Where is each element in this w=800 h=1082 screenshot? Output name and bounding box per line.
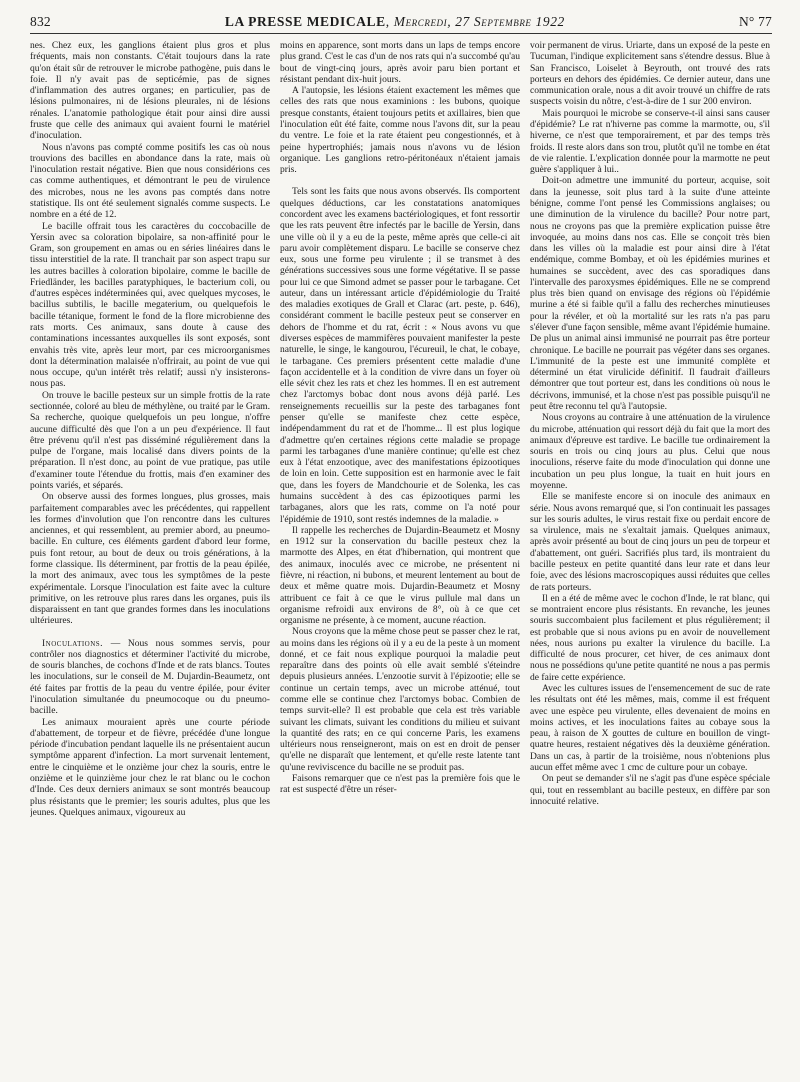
paragraph	[30, 638, 270, 717]
page-number: 832	[30, 14, 51, 29]
paragraph-text: Nous croyons que la même chose peut se passer chez le rat, au moins dans les régions où il y a eu de la peste à un moment donné, et ce fait nous explique pourquoi la maladie peut reparaître dans des points où elle avait semblé s'éteindre depuis plusieurs années. L'enzootie survit à l'épizootie; elle se continue un certain temps, avec un microbe atténué, tout comme elle se continue chez l'arctomys bobac. Combien de temps survit-elle? Il est probable que cela est très variable suivant les climats, suivant les conditions du milieu et suivant la quantité des rats; en ce qui concerne Paris, les examens ultérieurs nous renseigneront, mais on est en droit de penser qu'elle ne disparaît que lentement, et qu'elle reste latente tant qu'une reviviscence du bacille ne se produit pas.	[280, 626, 520, 773]
paragraph	[530, 175, 770, 412]
issue-number: N° 77	[738, 14, 772, 29]
paragraph	[530, 491, 770, 593]
paragraph-text: voir permanent de virus. Uriarte, dans un exposé de la peste en Tucuman, l'indique explicitement sans s'étendre dessus. Blue à San Francisco, Loiselet à Beyrouth, ont trouvé des rats porteurs en dehors des épidémies. Ce dernier auteur, dans une communication orale, nous a dit avoir trouvé un chiffre de rats suspects voisin du nôtre, c'est-à-dire de 1 sur 200 environ.	[530, 40, 770, 108]
paragraph-text: nes. Chez eux, les ganglions étaient plus gros et plus fréquents, mais non constants. C'était toujours dans la rate qu'on était sûr de retrouver le microbe pathogène, puis dans le foie. Il n'y avait pas de septicémie, pas de signes d'inflammation des autres organes; en particulier, pas de lésions pulmonaires, ni de lésions pleurales, ni de lésions rénales. L'anatomie pathologique était pour ainsi dire aussi fruste que celle des animaux qui avaient fourni le matériel d'inoculation.	[30, 40, 270, 142]
paragraph-text: Mais pourquoi le microbe se conserve-t-il ainsi sans causer d'épidémie? Le rat n'hiverne pas comme la marmotte, ou, s'il hiverne, ce n'est que temporairement, et par des temps très froids. Il reste alors dans son trou, plutôt qu'il ne tombe en état de vie ralentie. L'explication donnée pour la marmotte ne peut guère s'appliquer à lui..	[530, 107, 770, 176]
column-3	[530, 40, 770, 1070]
paragraph	[280, 626, 520, 773]
paragraph	[30, 491, 270, 626]
paragraph-text: On trouve le bacille pesteux sur un simple frottis de la rate sectionnée, coloré au bleu de méthylène, ou traité par le Gram. Sa recherche, quoique quelquefois un peu longue, n'offre aucune difficulté dès que l'on a un peu d'expérience. Il faut être prévenu qu'il n'est pas disséminé régulièrement dans la pulpe de l'organe, mais localisé dans divers points de la préparation. Il n'est donc, au point de vue pratique, pas utile d'examiner toute l'étendue du frottis, mais d'en examiner des points variés, et séparés.	[30, 389, 270, 491]
paragraph	[530, 683, 770, 773]
paragraph	[30, 142, 270, 221]
paragraph	[30, 221, 270, 390]
paragraph	[280, 525, 520, 627]
article-columns	[30, 40, 772, 1070]
paragraph	[280, 85, 520, 175]
page-header	[30, 14, 772, 34]
paragraph-text: Nous n'avons pas compté comme positifs les cas où nous trouvions des bacilles en abondance dans la rate, mais où l'inoculation restait négative. Bien que nous considérions ces cas comme authentiques, et démontrant le peu de virulence des microbes, nous ne les avons pas comptés dans notre statistique. Ils ont été seulement signalés comme suspects. Le nombre en a été de 12.	[30, 141, 270, 221]
paragraph	[280, 773, 520, 796]
paragraph-text: Faisons remarquer que ce n'est pas la première fois que le rat est suspecté d'être un réser-	[280, 773, 520, 796]
section-heading: Inoculations.	[42, 637, 104, 649]
paragraph-text: — Nous nous sommes servis, pour contrôler nos diagnostics et déterminer l'activité du microbe, de souris blanches, de cochons d'Inde et de rats blancs. Toutes les inoculations, sur le conseil de M. Dujardin-Beaumetz, ont été faites par frottis de la peau du ventre épilée, pour éviter l'inoculation simultanée du pneumocoque ou du pneumo-bacille.	[30, 637, 270, 717]
paragraph	[30, 40, 270, 142]
paragraph	[30, 717, 270, 819]
paragraph	[530, 108, 770, 176]
paragraph-text: Elle se manifeste encore si on inocule des animaux en série. Nous avons remarqué que, si l'on continuait les passages sur les souris adultes, le virus restait fixe ou perdait encore de sa virulence, mais ne s'exaltait jamais. Quelques animaux, après avoir présenté au bout de cinq jours un peu de torpeur et d'abattement, ont guéri. Sacrifiés plus tard, ils montraient du bacille pesteux en petite quantité dans leur rate et dans leur foie, avec des lésions macroscopiques aussi réduites que celles de rats porteurs.	[530, 491, 770, 593]
paragraph	[530, 40, 770, 108]
paragraph-text: A l'autopsie, les lésions étaient exactement les mêmes que celles des rats que nous examinions : les bubons, quoique presque constants, étaient toujours petits et axillaires, bien que l'inoculation eût été faite, comme nous l'avons dit, sur la peau du ventre. Le foie et la rate étaient peu congestionnés, et à peine hypertrophiés; jamais nous n'avons vu de lésion organique. Les ganglions retro-péritonéaux n'étaient jamais pris.	[280, 85, 520, 176]
publication-name: LA PRESSE MEDICALE	[224, 14, 386, 29]
paragraph-text: Avec les cultures issues de l'ensemencement de suc de rate les résultats ont été les mêmes, mais, comme il est fréquent avec une espèce peu virulente, elles devenaient de moins en moins actives, et les inoculations faites au cobaye sous la peau, à raison de X gouttes de culture en bouillon de vingt-quatre heures, restaient négatives dès la deuxième génération. Dans un cas, à partir de la troisième, nous n'obtenions plus aucun effet même avec 1 cmc de culture pour un cobaye.	[530, 683, 770, 773]
paragraph-text: Nous croyons au contraire à une atténuation de la virulence du microbe, atténuation qui ressort déjà du fait que la mort des animaux d'épreuve est tardive. Le bacille tue ordinairement la souris en trois ou cinq jours au plus. Celui que nous inoculions, réserve faite du mode d'inoculation qui donne une incubation un peu plus longue, la tuait en huit jours en moyenne.	[530, 412, 770, 491]
paragraph-text: Les animaux mouraient après une courte période d'abattement, de torpeur et de fièvre, précédée d'une longue période d'incubation pendant laquelle ils ne présentaient aucun symptôme apparent d'infection. La mort survenait lentement, entre le cinquième et le onzième jour chez la souris, entre le onzième et le quinzième jour chez le rat blanc ou le cochon d'Inde. Ces deux derniers animaux se sont montrés beaucoup plus résistants que le premier; les souris adultes, plus que les jeunes. Quelques animaux, vigoureux au	[30, 716, 270, 818]
paragraph	[30, 390, 270, 492]
paragraph-text: moins en apparence, sont morts dans un laps de temps encore plus grand. C'est le cas d'un de nos rats qui n'a succombé qu'au bout de vingt-cinq jours, après avoir paru bien portant et résistant pendant dix-huit jours.	[280, 40, 520, 85]
column-1	[30, 40, 270, 1070]
column-2	[280, 40, 520, 1070]
paragraph-text: Doit-on admettre une immunité du porteur, acquise, soit dans la jeunesse, soit plus tard à la suite d'une atteinte bénigne, comme l'ont pensé les Commissions anglaises; ou une diminution de la virulence du bacille? Pour notre part, nous ne croyons pas que la première explication puisse être invoquée, au moins dans nos cas. Elle se conçoit très bien dans les villes où la maladie est pour ainsi dire à l'état endémique, comme Bombay, et où les épidémies murines et humaines se succèdent, avec des cas sporadiques dans l'intervalle des paroxysmes épidémiques. Elle ne se comprend plus très bien quand on envisage des régions où l'épidémie murine a été si faible qu'il a fallu des recherches minutieuses pour la révéler, et où la mortalité sur les rats n'a pas paru s'élever d'une façon sensible, même avant l'épidémie humaine. De plus un animal ainsi immunisé ne pourrait pas être porteur chronique. Le bacille ne pourrait pas végéter dans ses organes. L'immunité de la peste est une immunité complète et déterminé un état virulicide définitif. Il faudrait d'ailleurs démontrer que tout porteur est, dans les conditions où nous le décrivons, immunisé, et la chose n'est pas possible puisqu'il ne peut être reconnu tel qu'à l'autopsie.	[530, 175, 770, 412]
masthead: LA PRESSE MEDICALE, Mercredi, 27 Septembre 1922	[224, 14, 565, 29]
paragraph-text: Tels sont les faits que nous avons observés. Ils comportent quelques déductions, car les constatations anatomiques concordent avec les examens bactériologiques, et font ressortir que les rats peuvent être infectés par le bacille de Yersin, dans une ville où il y a eu de la peste, même après que celle-ci ait paru avoir complètement disparu. Le bacille se conserve chez eux, sous une forme peu virulente ; il se transmet à des générations successives sous une forme végétative. Il se passe pour lui ce que Simond admet se passer pour le tarbagane. Cet auteur, dans un intéressant article d'épidémiologie du Traité des maladies exotiques de Grall et Clarac (art. peste, p. 646), considérant comment le bacille pesteux peut se conserver en dehors de l'homme et du rat, écrit : « Nous avons vu que diverses espèces de mammifères pouvaient manifester la peste naturelle, le singe, le kangourou, l'écureuil, le chat, le cobaye, le tarbagane. Ces premiers présentent cette maladie d'une façon accidentelle et à la condition de vivre dans un foyer où elle sévit chez les rats et chez les hommes. Il en est autrement chez l'arctomys bobac dont nous avons déjà parlé. Les renseignements recueillis sur la peste des tarbaganes font penser qu'elle se manifeste chez cette espèce, indépendamment du rat et de l'homme... Il est plus logique d'admettre qu'en certaines régions cette maladie se propage parmi les tarbaganes d'une manière continue; qu'elle est chez eux à l'état enzootique, avec des manifestations épizootiques de loin en loin. Cette supposition est en harmonie avec le fait que, dans les foyers de Mandchourie et de Solenka, les cas humains succèdent à des cas épizootiques parmi les tarbaganes, alors que les rats, comme on l'a noté pour l'épidémie de 1910, sont restés indemnes de la maladie. »	[280, 186, 520, 525]
paragraph-text: On observe aussi des formes longues, plus grosses, mais parfaitement comparables avec les précédentes, qui rappellent les formes d'involution que l'on rencontre dans les cultures anciennes, et qui ressemblent, au premier abord, au pneumo-bacille. En culture, ces éléments gardent d'abord leur forme, puis font retour, au bout de deux ou trois générations, à la forme classique. Ils déterminent, par frottis de la peau épilée, la mort des animaux, avec tous les symptômes de la peste expérimentale. Lorsque l'inoculation est faite avec la culture primitive, on les retrouve plus rares dans les organes, puis ils disparaissent en tant que grandes formes dans les inoculations ultérieures.	[30, 491, 270, 627]
paragraph	[280, 40, 520, 85]
paragraph	[530, 412, 770, 491]
paragraph-text: Il rappelle les recherches de Dujardin-Beaumetz et Mosny en 1912 sur la conservation du bacille pesteux chez la marmotte des Alpes, en état d'hibernation, qui montrent que des animaux, inoculés avec ce microbe, ne présentent ni fièvre, ni réaction, ni bubons, et meurent lentement au bout de deux et même quatre mois. Dujardin-Beaumetz et Mosny attribuent ce fait à ce que le virus pullule mal dans un organisme refroidi aux environs de 8°, où à ce que cet organisme ne présente, à ce moment, aucune réaction.	[280, 524, 520, 627]
paragraph	[280, 186, 520, 524]
paragraph-text: Le bacille offrait tous les caractères du coccobacille de Yersin avec sa coloration bipolaire, sa non-affinité pour le Gram, son groupement en amas ou en séries linéaires dans le tissu interstitiel de la rate. Il tranchait par son aspect trapu sur les autres bacilles à coloration bipolaire, comme le bacille de Friedländer, les bacilles paratyphiques, le bacterium coli, ou d'autres espèces indéterminées qui, avec quelques mycoses, le bacillus subtilis, le bacille megaterium, ou quelquefois le bacille tétanique, forment le fond de la flore microbienne des rats morts. Ces animaux, sans doute à cause des contaminations incessantes auxquelles ils sont exposés, sont envahis très vite, après leur mort, par ces microorganismes dont la détermination malaisée n'offrirait, au point de vue qui nous occupe, qu'un intérêt très relatif; aussi n'y insisterons-nous pas.	[30, 220, 270, 390]
paragraph-text: Il en a été de même avec le cochon d'Inde, le rat blanc, qui se montraient encore plus résistants. En revanche, les jeunes souris succombaient plus facilement et plus régulièrement; il est probable que si nous avions pu en avoir de nouvellement nées, nous aurions pu exalter la virulence du bacille. La difficulté de nous procurer, cet hiver, de ces animaux dont nous ne possédions qu'une petite quantité ne nous a pas permis de faire cette expérience.	[530, 592, 770, 683]
paragraph	[530, 773, 770, 807]
issue-date: Mercredi, 27 Septembre 1922	[393, 14, 565, 29]
paragraph	[530, 593, 770, 683]
paragraph-text: On peut se demander s'il ne s'agit pas d'une espèce spéciale qui, tout en ressemblant au bacille pesteux, en diffère par son innocuité relative.	[530, 773, 770, 807]
